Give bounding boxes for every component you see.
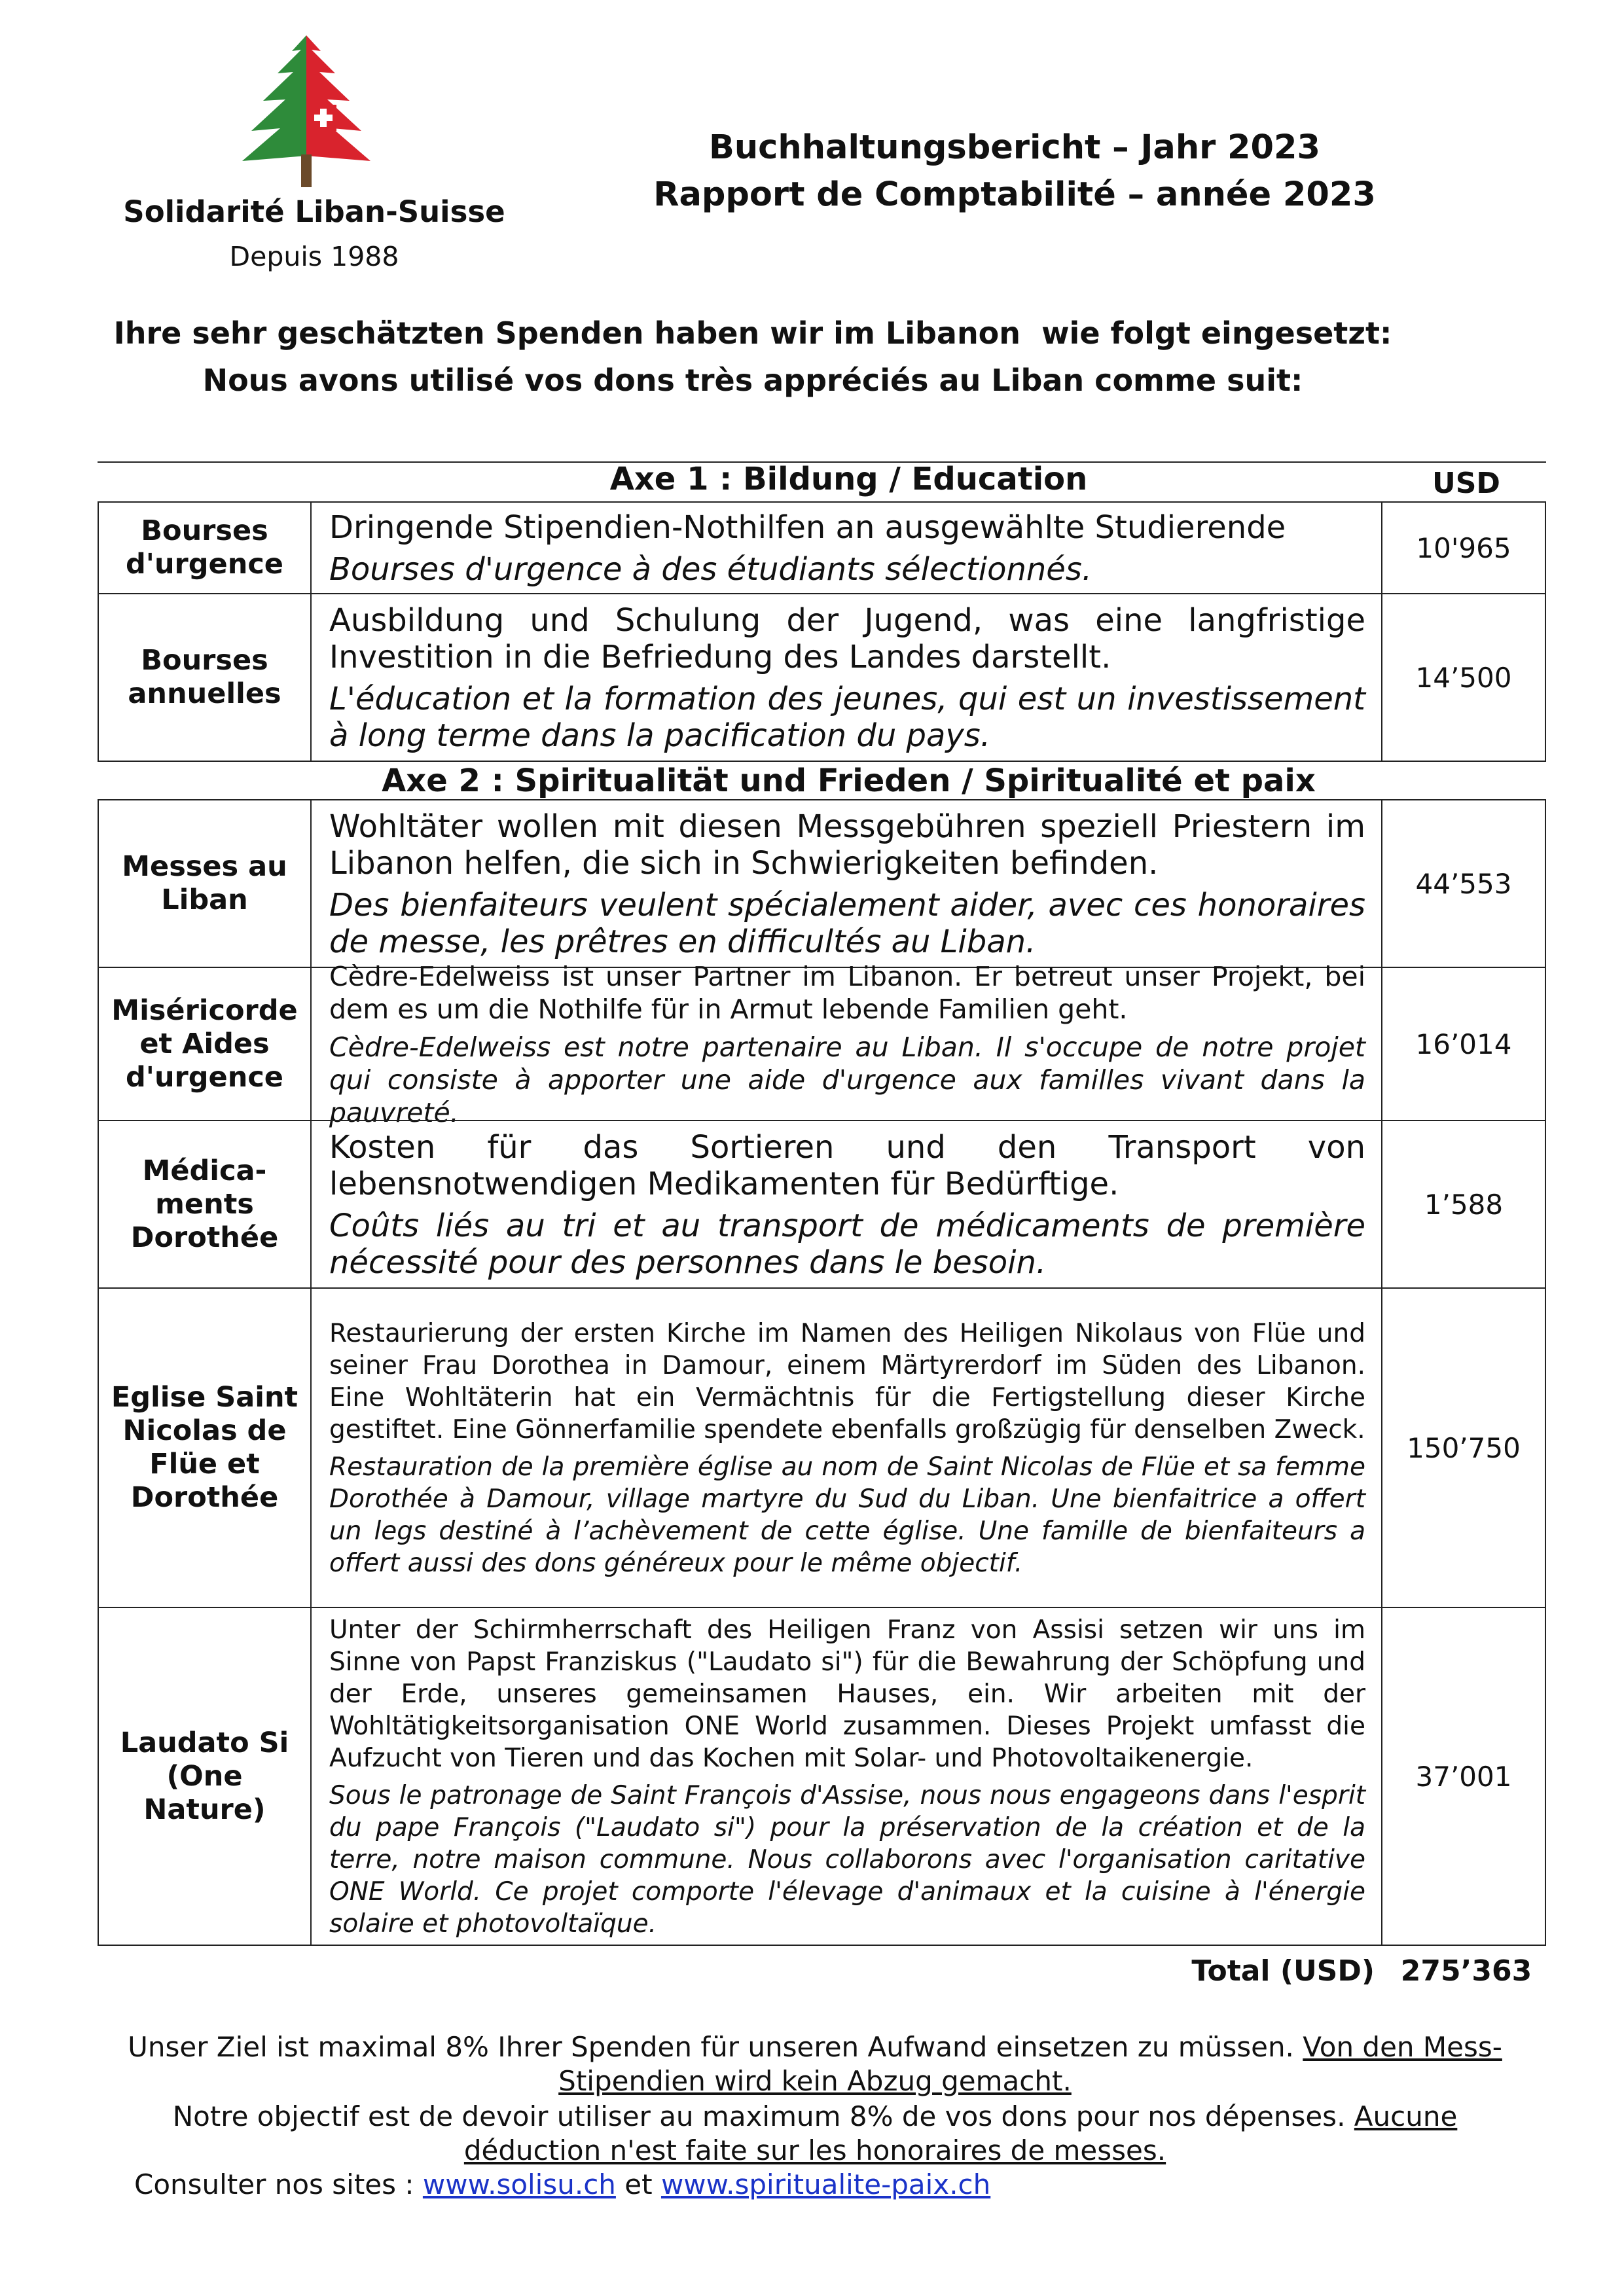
table-row	[98, 799, 1546, 968]
description-german: Wohltäter wollen mit diesen Messgebühren speziell Priestern im Libanon helfen, die sich in Schwierigkeiten befinden.	[329, 808, 1365, 882]
description-french: Des bienfaiteurs veulent spécialement aider, avec ces honoraires de messe, les prêtres en difficultés au Liban.	[329, 887, 1365, 960]
cedar-flag-logo	[237, 33, 376, 190]
description-german: Unter der Schirmherrschaft des Heiligen Franz von Assisi setzen wir uns im Sinne von Papst Franziskus ("Laudato si") für die Bewahrung der Schöpfung und der Erde, unseres gemeinsamen Hauses, ein. Wir arbeiten mit der Wohltätigkeitsorganisation ONE World zusammen. Dieses Projekt umfasst die Aufzucht von Tieren und das Kochen mit Solar- und Photovoltaikenergie.	[329, 1615, 1365, 1773]
footer-sites	[134, 2168, 1528, 2202]
footer-french-underlined: Aucune déduction n'est faite sur les honoraires de messes.	[463, 2100, 1458, 2166]
footer-french-note	[118, 2100, 1512, 2168]
currency-column-header: USD	[1432, 467, 1500, 500]
description-french: L'éducation et la formation des jeunes, qui est un investissement à long terme dans la pacification du pays.	[329, 681, 1365, 754]
total-value: 275’363	[1400, 1954, 1532, 1988]
description-french: Sous le patronage de Saint François d'Assise, nous nous engageons dans l'esprit du pape François ("Laudato si") pour la préservation de la création et de la terre, notre maison commune. Nous collaborons avec l'organisation caritative ONE World. Ce projet comporte l'élevage d'animaux et la cuisine à l'énergie solaire et photovoltaïque.	[329, 1781, 1365, 1939]
intro-french: Nous avons utilisé vos dons très appréciés au Liban comme suit:	[202, 363, 1303, 398]
row-amount: 1’588	[1382, 1120, 1546, 1289]
description-french: Coûts liés au tri et au transport de médicaments de première nécessité pour des personnes dans le besoin.	[329, 1208, 1365, 1281]
report-title-german: Buchhaltungsbericht – Jahr 2023	[709, 128, 1320, 167]
intro-german: Ihre sehr geschätzten Spenden haben wir im Libanon wie folgt eingesetzt:	[113, 315, 1392, 351]
organization-name: Solidarité Liban-Suisse	[123, 194, 505, 229]
row-label: Bourses annuelles	[98, 593, 312, 762]
row-label: Médica-ments Dorothée	[98, 1120, 312, 1289]
row-amount: 10'965	[1382, 501, 1546, 594]
row-label: Eglise Saint Nicolas de Flüe et Dorothée	[98, 1287, 312, 1608]
axis-2-heading: Axe 2 : Spiritualität und Frieden / Spiritualité et paix	[382, 762, 1316, 799]
report-title-french: Rapport de Comptabilité – année 2023	[653, 175, 1376, 214]
description-german: Kosten für das Sortieren und den Transport von lebensnotwendigen Medikamenten für Bedürftige.	[329, 1129, 1365, 1202]
row-description	[312, 1287, 1382, 1608]
row-amount: 150’750	[1382, 1287, 1546, 1608]
row-description	[312, 1607, 1382, 1946]
row-label: Miséricorde et Aides d'urgence	[98, 967, 312, 1121]
axis-1-heading: Axe 1 : Bildung / Education	[609, 461, 1088, 497]
table-row	[98, 961, 1546, 1128]
solisu-link[interactable]: www.solisu.ch	[422, 2168, 616, 2200]
description-french: Restauration de la première église au nom de Saint Nicolas de Flüe et sa femme Dorothée à Damour, village martyre du Sud du Liban. Une bienfaitrice a offert un legs destiné à l’achèvement de cette église. Une famille de bienfaiteurs a offert aussi des dons généreux pour le même objectif.	[329, 1452, 1365, 1578]
description-german: Ausbildung und Schulung der Jugend, was eine langfristige Investition in die Befriedung des Landes darstellt.	[329, 602, 1365, 675]
row-description	[312, 961, 1382, 1128]
table-row	[98, 501, 1546, 594]
table-row	[98, 593, 1546, 762]
footer-german-note	[118, 2030, 1512, 2098]
row-description	[312, 501, 1382, 594]
description-french: Cèdre-Edelweiss est notre partenaire au Liban. Il s'occupe de notre projet qui consiste à apporter une aide d'urgence aux familles vivant dans la pauvreté.	[329, 1031, 1365, 1128]
description-german: Cèdre-Edelweiss ist unser Partner im Libanon. Er betreut unser Projekt, bei dem es um die Nothilfe für in Armut lebende Familien geht.	[329, 961, 1365, 1025]
row-amount: 16’014	[1382, 967, 1546, 1121]
table-row	[98, 1287, 1546, 1608]
row-label: Laudato Si (One Nature)	[98, 1607, 312, 1946]
spiritualite-paix-link[interactable]: www.spiritualite-paix.ch	[660, 2168, 991, 2200]
table-row	[98, 1607, 1546, 1946]
footer-german-text: Unser Ziel ist maximal 8% Ihrer Spenden für unseren Aufwand einsetzen zu müssen.	[128, 2031, 1294, 2063]
row-amount: 37’001	[1382, 1607, 1546, 1946]
row-description	[312, 593, 1382, 762]
description-german: Restaurierung der ersten Kirche im Namen des Heiligen Nikolaus von Flüe und seiner Frau Dorothea in Damour, einem Märtyrerdorf im Süden des Libanon. Eine Wohltäterin hat ein Vermächtnis für die Fertigstellung dieser Kirche gestiftet. Eine Gönnerfamilie spendete ebenfalls großzügig für denselben Zweck.	[329, 1319, 1365, 1444]
description-french: Bourses d'urgence à des étudiants sélectionnés.	[329, 551, 1092, 588]
row-amount: 44’553	[1382, 799, 1546, 968]
row-label: Messes au Liban	[98, 799, 312, 968]
footer-french-text: Notre objectif est de devoir utiliser au maximum 8% de vos dons pour nos dépenses.	[172, 2100, 1346, 2132]
footer-german-underlined: Von den Mess-Stipendien wird kein Abzug gemacht.	[558, 2031, 1502, 2097]
row-amount: 14’500	[1382, 593, 1546, 762]
row-description	[312, 799, 1382, 968]
organization-founded: Depuis 1988	[229, 241, 399, 272]
row-label: Bourses d'urgence	[98, 501, 312, 594]
total-label: Total (USD)	[1191, 1954, 1375, 1988]
table-row	[98, 1120, 1546, 1289]
description-german: Dringende Stipendien-Nothilfen an ausgewählte Studierende	[329, 509, 1286, 546]
sites-connector: et	[624, 2168, 653, 2200]
row-description	[312, 1120, 1382, 1289]
sites-label: Consulter nos sites :	[134, 2168, 414, 2200]
